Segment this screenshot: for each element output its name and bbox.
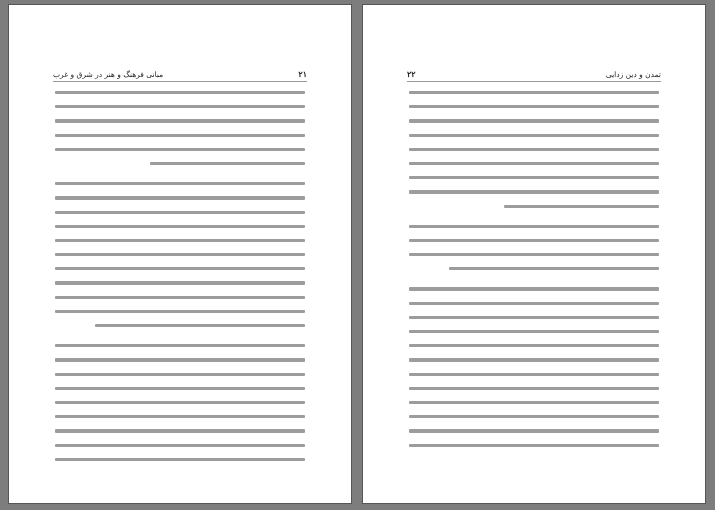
- text-line: [55, 148, 305, 151]
- running-title: مبانی فرهنگ و هنر در شرق و غرب: [53, 69, 164, 79]
- text-line: [409, 119, 659, 122]
- text-line: [409, 253, 659, 256]
- text-line: [409, 225, 659, 228]
- text-line: [409, 358, 659, 361]
- text-line: [409, 344, 659, 347]
- text-line: [55, 134, 305, 137]
- page-number: ۲۲: [407, 69, 416, 79]
- text-line: [409, 190, 659, 193]
- text-line: [55, 358, 305, 361]
- text-line: [55, 429, 305, 432]
- body-text: [409, 91, 659, 463]
- text-line: [55, 373, 305, 376]
- text-line: [409, 330, 659, 333]
- text-line: [55, 211, 305, 214]
- text-line: [504, 205, 659, 208]
- page-number: ۲۱: [298, 69, 307, 79]
- text-line: [55, 267, 305, 270]
- text-line: [409, 176, 659, 179]
- text-line: [449, 267, 659, 270]
- text-line: [409, 444, 659, 447]
- text-line: [55, 225, 305, 228]
- text-line: [409, 134, 659, 137]
- text-line: [55, 387, 305, 390]
- text-line: [55, 253, 305, 256]
- text-line: [409, 415, 659, 418]
- text-line: [55, 344, 305, 347]
- text-line: [409, 239, 659, 242]
- text-line: [55, 458, 305, 461]
- text-line: [409, 302, 659, 305]
- page-header: [407, 67, 661, 82]
- text-line: [55, 239, 305, 242]
- text-line: [409, 373, 659, 376]
- text-line: [409, 401, 659, 404]
- text-line: [55, 444, 305, 447]
- text-line: [55, 401, 305, 404]
- text-line: [55, 415, 305, 418]
- text-line: [409, 316, 659, 319]
- text-line: [55, 182, 305, 185]
- text-line: [409, 429, 659, 432]
- text-line: [409, 387, 659, 390]
- text-line: [150, 162, 305, 165]
- text-line: [55, 91, 305, 94]
- text-line: [55, 310, 305, 313]
- text-line: [55, 105, 305, 108]
- right-page: [362, 4, 706, 504]
- page-header: [53, 67, 307, 82]
- text-line: [55, 281, 305, 284]
- text-line: [95, 324, 305, 327]
- running-title: تمدن و دین زدایی: [605, 69, 661, 79]
- text-line: [55, 296, 305, 299]
- text-line: [409, 148, 659, 151]
- text-line: [409, 91, 659, 94]
- text-line: [55, 119, 305, 122]
- body-text: [55, 91, 305, 463]
- text-line: [55, 196, 305, 199]
- text-line: [409, 162, 659, 165]
- text-line: [409, 105, 659, 108]
- left-page: [8, 4, 352, 504]
- text-line: [409, 287, 659, 290]
